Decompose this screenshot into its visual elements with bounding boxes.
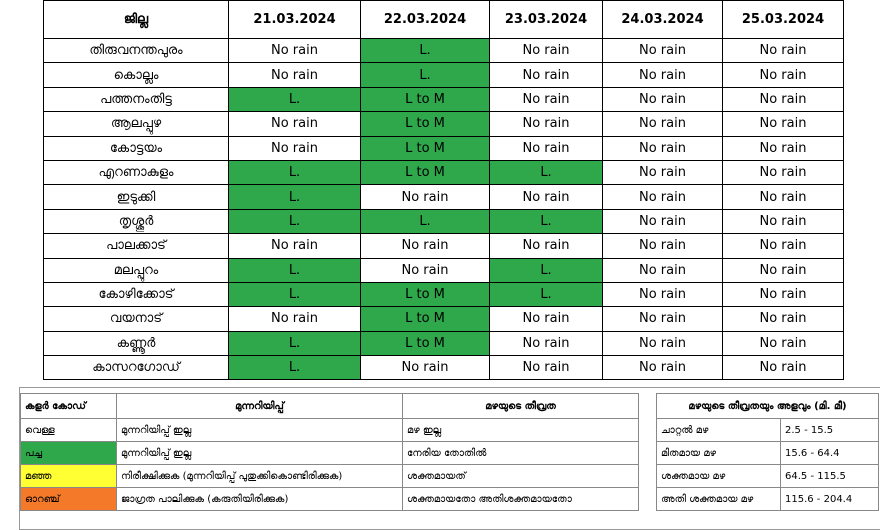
forecast-cell: No rain: [229, 234, 361, 258]
forecast-cell: No rain: [603, 258, 723, 282]
district-name: പാലക്കാട്: [44, 234, 229, 258]
scale-range: 64.5 - 115.5: [781, 465, 879, 488]
forecast-cell: No rain: [490, 185, 603, 209]
forecast-cell: L to M: [361, 307, 490, 331]
date-header: 21.03.2024: [229, 1, 361, 39]
forecast-cell: No rain: [361, 185, 490, 209]
forecast-cell: L.: [229, 282, 361, 306]
scale-range: 2.5 - 15.5: [781, 419, 879, 442]
forecast-cell: No rain: [723, 39, 844, 63]
district-row: [44, 209, 844, 233]
forecast-cell: L.: [229, 209, 361, 233]
district-name: വയനാട്: [44, 307, 229, 331]
forecast-cell: L to M: [361, 136, 490, 160]
district-row: [44, 136, 844, 160]
district-row: [44, 185, 844, 209]
legend-panel: [19, 387, 880, 530]
color-name-cell: മഞ്ഞ: [21, 465, 117, 488]
forecast-cell: No rain: [723, 331, 844, 355]
district-name: പത്തനംതിട്ട: [44, 87, 229, 111]
forecast-cell: No rain: [603, 185, 723, 209]
warning-header: മുന്നറിയിപ്പ്: [117, 394, 403, 419]
forecast-cell: No rain: [723, 307, 844, 331]
district-name: കോഴിക്കോട്: [44, 282, 229, 306]
forecast-cell: No rain: [723, 234, 844, 258]
scale-label: മിതമായ മഴ: [657, 442, 781, 465]
district-name: കണ്ണൂർ: [44, 331, 229, 355]
forecast-cell: No rain: [229, 112, 361, 136]
forecast-cell: L.: [490, 282, 603, 306]
warning-cell: മുന്നറിയിപ്പ് ഇല്ല: [117, 442, 403, 465]
forecast-cell: No rain: [603, 307, 723, 331]
forecast-cell: No rain: [490, 39, 603, 63]
district-row: [44, 282, 844, 306]
scale-range: 15.6 - 64.4: [781, 442, 879, 465]
legend-header-row: [21, 394, 639, 419]
forecast-cell: No rain: [603, 209, 723, 233]
forecast-cell: No rain: [490, 63, 603, 87]
forecast-cell: No rain: [723, 258, 844, 282]
forecast-cell: No rain: [723, 185, 844, 209]
forecast-cell: No rain: [603, 234, 723, 258]
forecast-cell: No rain: [723, 63, 844, 87]
legend-row: [21, 419, 639, 442]
district-row: [44, 356, 844, 380]
forecast-cell: No rain: [361, 234, 490, 258]
forecast-cell: No rain: [229, 63, 361, 87]
forecast-cell: L.: [490, 258, 603, 282]
district-name: കോട്ടയം: [44, 136, 229, 160]
forecast-cell: No rain: [603, 331, 723, 355]
forecast-cell: No rain: [603, 112, 723, 136]
scale-row: [657, 419, 879, 442]
district-header: ജില്ല: [44, 1, 229, 39]
district-row: [44, 39, 844, 63]
forecast-cell: No rain: [490, 356, 603, 380]
intensity-scale-table: [656, 393, 879, 511]
scale-label: ചാറ്റൽ മഴ: [657, 419, 781, 442]
forecast-cell: No rain: [603, 136, 723, 160]
color-name-cell: പച്ച: [21, 442, 117, 465]
forecast-cell: L to M: [361, 282, 490, 306]
legend-row: [21, 465, 639, 488]
forecast-cell: L.: [361, 39, 490, 63]
intensity-header: മഴയുടെ തീവ്രത: [403, 394, 639, 419]
color-name-cell: വെള്ള: [21, 419, 117, 442]
forecast-cell: No rain: [723, 160, 844, 184]
scale-row: [657, 442, 879, 465]
color-legend-table: [20, 393, 639, 511]
scale-label: ശക്തമായ മഴ: [657, 465, 781, 488]
table-header-row: [44, 1, 844, 39]
forecast-cell: L to M: [361, 160, 490, 184]
forecast-cell: No rain: [603, 39, 723, 63]
intensity-cell: നേരിയ തോതിൽ: [403, 442, 639, 465]
date-header: 25.03.2024: [723, 1, 844, 39]
forecast-cell: No rain: [490, 234, 603, 258]
warning-cell: ജാഗ്രത പാലിക്കുക (കരുതിയിരിക്കുക): [117, 488, 403, 511]
intensity-cell: മഴ ഇല്ല: [403, 419, 639, 442]
intensity-cell: ശക്തമായതോ അതിശക്തമായതോ: [403, 488, 639, 511]
forecast-cell: L.: [229, 185, 361, 209]
scale-row: [657, 465, 879, 488]
date-header: 22.03.2024: [361, 1, 490, 39]
forecast-cell: L.: [490, 209, 603, 233]
forecast-cell: No rain: [603, 356, 723, 380]
district-row: [44, 234, 844, 258]
forecast-cell: L to M: [361, 331, 490, 355]
forecast-cell: No rain: [603, 63, 723, 87]
forecast-cell: No rain: [490, 307, 603, 331]
forecast-cell: L.: [229, 356, 361, 380]
forecast-cell: No rain: [603, 160, 723, 184]
forecast-cell: No rain: [229, 136, 361, 160]
rainfall-forecast-table: [43, 0, 844, 380]
district-name: തിരുവനന്തപുരം: [44, 39, 229, 63]
district-row: [44, 63, 844, 87]
district-name: ആലപ്പുഴ: [44, 112, 229, 136]
legend-row: [21, 442, 639, 465]
forecast-cell: No rain: [490, 331, 603, 355]
forecast-cell: No rain: [229, 39, 361, 63]
district-row: [44, 331, 844, 355]
district-row: [44, 258, 844, 282]
forecast-cell: L.: [229, 331, 361, 355]
forecast-cell: No rain: [603, 282, 723, 306]
forecast-cell: No rain: [361, 356, 490, 380]
district-name: കൊല്ലം: [44, 63, 229, 87]
forecast-cell: L to M: [361, 87, 490, 111]
forecast-cell: No rain: [490, 112, 603, 136]
forecast-cell: No rain: [723, 136, 844, 160]
forecast-cell: No rain: [229, 307, 361, 331]
date-header: 24.03.2024: [603, 1, 723, 39]
forecast-cell: No rain: [490, 87, 603, 111]
scale-header: മഴയുടെ തീവ്രതയും അളവും (മി. മീ): [657, 394, 879, 419]
forecast-cell: No rain: [361, 258, 490, 282]
district-row: [44, 160, 844, 184]
forecast-cell: No rain: [490, 136, 603, 160]
legend-row: [21, 488, 639, 511]
forecast-cell: L.: [229, 87, 361, 111]
forecast-cell: L.: [229, 160, 361, 184]
district-row: [44, 112, 844, 136]
forecast-cell: No rain: [603, 87, 723, 111]
intensity-cell: ശക്തമായത്: [403, 465, 639, 488]
district-row: [44, 307, 844, 331]
district-name: ഇടുക്കി: [44, 185, 229, 209]
forecast-cell: No rain: [723, 209, 844, 233]
district-name: കാസറഗോഡ്: [44, 356, 229, 380]
date-header: 23.03.2024: [490, 1, 603, 39]
district-rows: [44, 39, 844, 380]
color-code-header: കളർ കോഡ്: [21, 394, 117, 419]
forecast-cell: No rain: [723, 282, 844, 306]
scale-row: [657, 488, 879, 511]
warning-cell: നിരീക്ഷിക്കുക (മുന്നറിയിപ്പ് പുതുക്കികൊണ്ടിരിക്കുക): [117, 465, 403, 488]
color-name-cell: ഓറഞ്ച്: [21, 488, 117, 511]
district-row: [44, 87, 844, 111]
scale-label: അതി ശക്തമായ മഴ: [657, 488, 781, 511]
forecast-cell: L.: [361, 63, 490, 87]
scale-header-row: [657, 394, 879, 419]
forecast-cell: No rain: [723, 356, 844, 380]
forecast-cell: L.: [361, 209, 490, 233]
district-name: മലപ്പുറം: [44, 258, 229, 282]
forecast-cell: L.: [490, 160, 603, 184]
forecast-cell: L.: [229, 258, 361, 282]
forecast-cell: No rain: [723, 87, 844, 111]
forecast-cell: No rain: [723, 112, 844, 136]
warning-cell: മുന്നറിയിപ്പ് ഇല്ല: [117, 419, 403, 442]
forecast-cell: L to M: [361, 112, 490, 136]
district-name: എറണാകുളം: [44, 160, 229, 184]
scale-range: 115.6 - 204.4: [781, 488, 879, 511]
district-name: തൃശ്ശൂർ: [44, 209, 229, 233]
